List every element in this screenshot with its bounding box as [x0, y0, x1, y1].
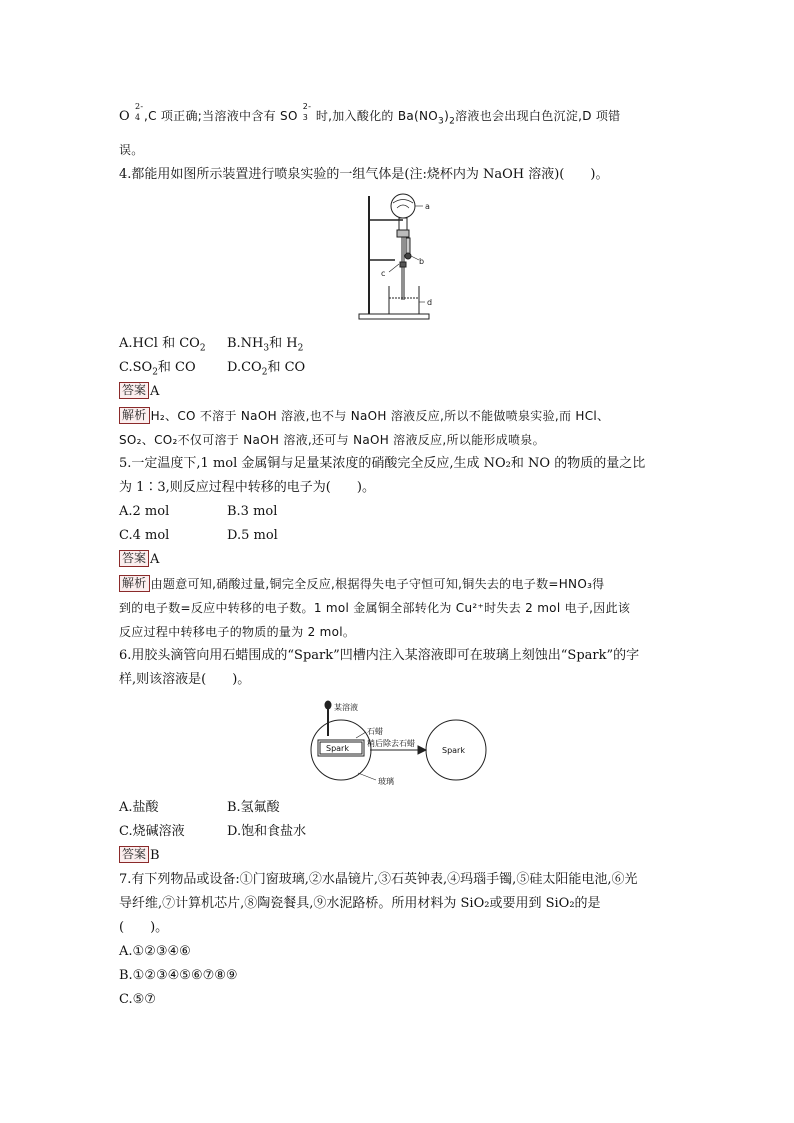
q7-stem-line3: ( )。 [119, 920, 169, 935]
q5-option-b[interactable]: B.3 mol [227, 504, 278, 519]
sulfite-ion-charge: 2- 3 [302, 102, 312, 122]
prev-answer-tail-line2: 误。 [119, 143, 144, 157]
q5-analysis-line2: 到的电子数=反应中转移的电子数。1 mol 金属铜全部转化为 Cu²⁺时失去 2 mol 电子,因此该 [119, 601, 631, 615]
label-solution: 某溶液 [334, 703, 358, 712]
q4-analysis: 解析 H₂、CO 不溶于 NaOH 溶液,也不与 NaOH 溶液反应,所以不能做喷泉实验,而 HCl、 [119, 404, 679, 428]
q7-stem: 7.有下列物品或设备:①门窗玻璃,②水晶镜片,③石英钟表,④玛瑙手镯,⑤硅太阳能电池,⑥光 [119, 872, 638, 887]
label-d: d [427, 298, 433, 307]
label-wax: 石蜡 [367, 727, 383, 736]
q4-answer: 答案 A [119, 380, 679, 404]
q4-stem: 4.都能用如图所示装置进行喷泉实验的一组气体是(注:烧杯内为 NaOH 溶液)( )。 [119, 167, 609, 182]
q6-stem: 6.用胶头滴管向用石蜡围成的“Spark”凹槽内注入某溶液即可在玻璃上刻蚀出“Spark”的字 [119, 648, 640, 663]
prev-answer-tail: O 2- 4 ,C 项正确;当溶液中含有 SO 2- 3 时,加入酸化的 $Ba(NO_3)_2$溶液也会出现白色沉淀,D 项错 [119, 102, 621, 127]
q6-option-a[interactable]: A.盐酸 [119, 800, 159, 815]
q6-answer: 答案 B [119, 844, 679, 868]
q6-options-row1 [119, 796, 679, 820]
q7-option-b[interactable]: B.①②③④⑤⑥⑦⑧⑨ [119, 968, 238, 983]
q5-option-d[interactable]: D.5 mol [227, 528, 278, 543]
spark-left: Spark [326, 744, 349, 753]
analysis-tag: 解析 [119, 407, 150, 424]
q7-option-c[interactable]: C.⑤⑦ [119, 992, 156, 1007]
q6-option-d[interactable]: D.饱和食盐水 [227, 824, 307, 839]
spark-right: Spark [442, 746, 465, 755]
answer-tag: 答案 [119, 846, 149, 863]
q6-option-c[interactable]: C.烧碱溶液 [119, 824, 185, 839]
q4-option-b[interactable]: $B.NH_3$和 $H_2$ [227, 336, 304, 354]
q5-answer: 答案 A [119, 548, 679, 572]
q5-options-row1 [119, 500, 679, 524]
q7-option-a[interactable]: A.①②③④⑥ [119, 944, 191, 959]
answer-tag: 答案 [119, 550, 149, 567]
q4-analysis-line2: SO₂、CO₂不仅可溶于 NaOH 溶液,还可与 NaOH 溶液反应,所以能形成喷泉。 [119, 433, 545, 447]
q5-option-a[interactable]: A.2 mol [119, 504, 170, 519]
q5-analysis-line3: 反应过程中转移电子的物质的量为 2 mol。 [119, 625, 356, 639]
label-b: b [419, 257, 425, 266]
q4-options-row1 [119, 332, 679, 356]
q7-stem-line2: 导纤维,⑦计算机芯片,⑧陶瓷餐具,⑨水泥路桥。所用材料为 SiO₂或要用到 SiO₂的是 [119, 896, 601, 911]
q5-options-row2 [119, 524, 679, 548]
q5-stem: 5.一定温度下,1 mol 金属铜与足量某浓度的硝酸完全反应,生成 NO₂和 NO 的物质的量之比 [119, 456, 646, 471]
fountain-apparatus-figure [355, 190, 445, 325]
label-remove-wax: 稍后除去石蜡 [367, 739, 415, 748]
q6-options-row2 [119, 820, 679, 844]
q4-options-row2 [119, 356, 679, 380]
q5-stem-line2: 为 1∶3,则反应过程中转移的电子为( )。 [119, 480, 375, 495]
analysis-tag: 解析 [119, 575, 150, 592]
q4-option-c[interactable]: $C.SO_2$和 CO [119, 360, 196, 378]
answer-tag: 答案 [119, 382, 149, 399]
q5-analysis: 解析 由题意可知,硝酸过量,铜完全反应,根据得失电子守恒可知,铜失去的电子数=HNO₃得 [119, 572, 679, 596]
sulfate-ion: O 2- 4 [119, 102, 144, 124]
q6-stem-line2: 样,则该溶液是( )。 [119, 672, 251, 687]
label-glass: 玻璃 [378, 777, 394, 786]
label-a: a [425, 202, 430, 211]
label-c: c [381, 269, 386, 278]
q5-option-c[interactable]: C.4 mol [119, 528, 170, 543]
glass-etching-figure [308, 698, 498, 793]
q4-option-a[interactable]: A.HCl 和 $CO_2$ [119, 336, 206, 354]
q4-option-d[interactable]: $D.CO_2$和 CO [227, 360, 306, 378]
q6-option-b[interactable]: B.氢氟酸 [227, 800, 280, 815]
